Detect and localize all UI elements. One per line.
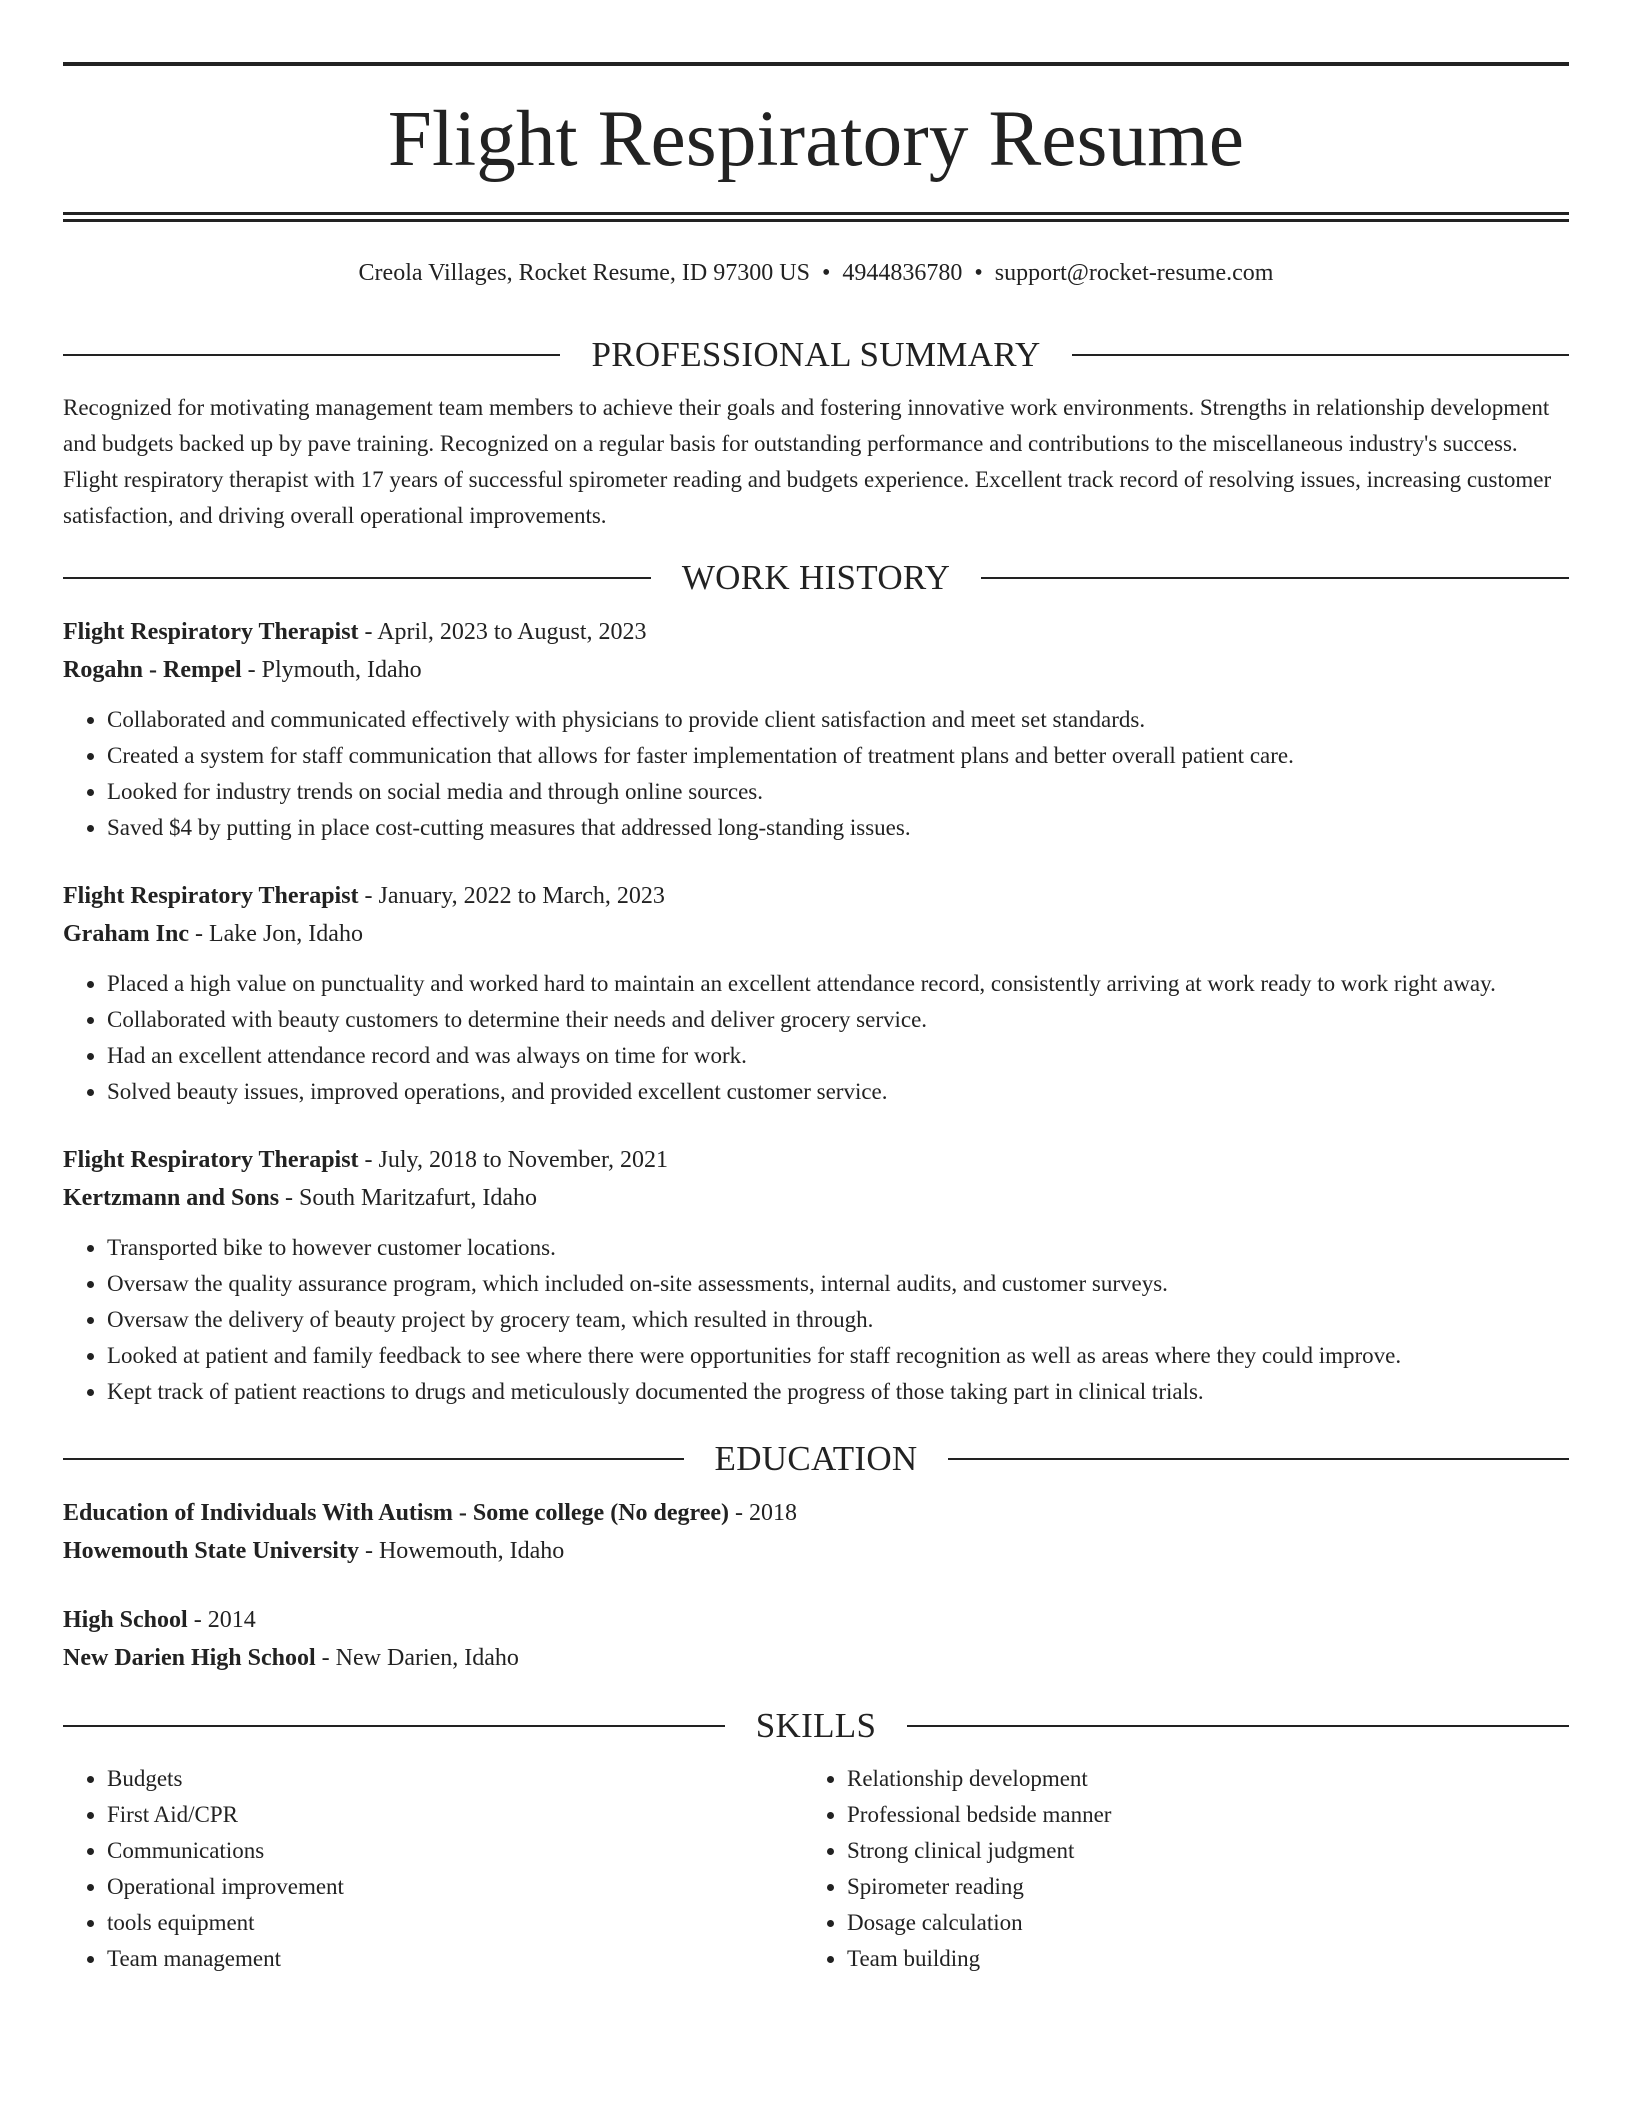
section-title: WORK HISTORY xyxy=(681,558,951,597)
education-degree-line xyxy=(63,1601,1569,1639)
job-company: Graham Inc xyxy=(63,921,189,947)
summary-text: Recognized for motivating management team members to achieve their goals and fostering innovative work environments. Strengths in relationship development and budgets backed up by pave training. Recognized on a regular basis for outstanding performance and contributions to the miscellaneous industry's success. Flight respiratory therapist with 17 years of successful spirometer reading and budgets experience. Excellent track record of resolving issues, increasing customer satisfaction, and driving overall operational improvements. xyxy=(63,395,1552,528)
skills-list-left xyxy=(63,1761,803,1977)
contact-separator: • xyxy=(974,260,983,286)
list-item: • Oversaw the delivery of beauty project by grocery team, which resulted in through. xyxy=(107,1302,1569,1338)
job-title-line xyxy=(63,877,1569,915)
section-heading-skills xyxy=(63,1708,1569,1743)
list-item: • First Aid/CPR xyxy=(107,1797,803,1833)
list-item: • Created a system for staff communication that allows for faster implementation of treatment plans and better overall patient care. xyxy=(107,738,1569,774)
education-school-line xyxy=(63,1532,1569,1570)
heading-rule xyxy=(63,354,560,356)
skills-list-right xyxy=(803,1761,1569,1977)
education-location: - New Darien, Idaho xyxy=(315,1645,519,1671)
list-item: • Had an excellent attendance record and was always on time for work. xyxy=(107,1038,1569,1074)
job-title: Flight Respiratory Therapist xyxy=(63,883,359,909)
contact-email[interactable]: support@rocket-resume.com xyxy=(994,260,1274,286)
resume-title: Flight Respiratory Resume xyxy=(387,96,1245,183)
contact-address: Creola Villages, Rocket Resume, ID 97300 US xyxy=(358,260,810,286)
education-location: - Howemouth, Idaho xyxy=(358,1538,565,1564)
list-item: • Team management xyxy=(107,1941,803,1977)
job-bullets xyxy=(63,1230,1569,1410)
list-item: • Relationship development xyxy=(847,1761,1569,1797)
job-dates: - January, 2022 to March, 2023 xyxy=(358,883,665,909)
education-school: Howemouth State University xyxy=(63,1538,359,1564)
list-item: • Transported bike to however customer locations. xyxy=(107,1230,1569,1266)
list-item: • Team building xyxy=(847,1941,1569,1977)
list-item: • Spirometer reading xyxy=(847,1869,1569,1905)
job-location: - Plymouth, Idaho xyxy=(241,657,422,683)
job-location: - South Maritzafurt, Idaho xyxy=(279,1185,537,1211)
top-rule xyxy=(63,62,1569,66)
job-company-line xyxy=(63,1179,1569,1217)
job-entry xyxy=(63,1141,1569,1410)
list-item: • Communications xyxy=(107,1833,803,1869)
job-bullets xyxy=(63,966,1569,1110)
list-item: • Professional bedside manner xyxy=(847,1797,1569,1833)
heading-rule xyxy=(1072,354,1569,356)
heading-rule xyxy=(63,1458,684,1460)
section-heading-work xyxy=(63,560,1569,595)
list-item: • Solved beauty issues, improved operations, and provided excellent customer service. xyxy=(107,1074,1569,1110)
heading-rule xyxy=(948,1458,1569,1460)
heading-rule xyxy=(63,577,651,579)
list-item: • Collaborated and communicated effectively with physicians to provide client satisfaction and meet set standards. xyxy=(107,702,1569,738)
job-bullets xyxy=(63,702,1569,846)
list-item: • Oversaw the quality assurance program, which included on-site assessments, internal audits, and customer surveys. xyxy=(107,1266,1569,1302)
list-item: • tools equipment xyxy=(107,1905,803,1941)
list-item: • Strong clinical judgment xyxy=(847,1833,1569,1869)
education-degree: Education of Individuals With Autism - Some college (No degree) xyxy=(63,1500,730,1526)
job-company: Rogahn - Rempel xyxy=(63,657,242,683)
education-year: - 2014 xyxy=(187,1607,256,1633)
job-location: - Lake Jon, Idaho xyxy=(189,921,363,947)
heading-rule xyxy=(907,1725,1569,1727)
section-heading-summary xyxy=(63,337,1569,372)
heading-rule xyxy=(63,1725,725,1727)
job-company-line xyxy=(63,915,1569,953)
list-item: • Looked at patient and family feedback to see where there were opportunities for staff recognition as well as areas where they could improve. xyxy=(107,1338,1569,1374)
job-dates: - July, 2018 to November, 2021 xyxy=(358,1147,668,1173)
skills-columns xyxy=(63,1761,1569,1977)
list-item: • Budgets xyxy=(107,1761,803,1797)
section-heading-education xyxy=(63,1441,1569,1476)
list-item: • Looked for industry trends on social media and through online sources. xyxy=(107,774,1569,810)
education-entry xyxy=(63,1494,1569,1570)
contact-line xyxy=(63,260,1569,287)
list-item: • Saved $4 by putting in place cost-cutting measures that addressed long-standing issues. xyxy=(107,810,1569,846)
list-item: • Dosage calculation xyxy=(847,1905,1569,1941)
job-dates: - April, 2023 to August, 2023 xyxy=(358,619,647,645)
job-entry xyxy=(63,613,1569,846)
job-title-line xyxy=(63,1141,1569,1179)
contact-phone: 4944836780 xyxy=(842,260,963,286)
education-entry xyxy=(63,1601,1569,1677)
list-item: • Placed a high value on punctuality and worked hard to maintain an excellent attendance record, consistently arriving at work ready to work right away. xyxy=(107,966,1569,1002)
section-title: PROFESSIONAL SUMMARY xyxy=(591,335,1041,374)
list-item: • Kept track of patient reactions to drugs and meticulously documented the progress of those taking part in clinical trials. xyxy=(107,1374,1569,1410)
education-degree-line xyxy=(63,1494,1569,1532)
heading-rule xyxy=(981,577,1569,579)
education-year: - 2018 xyxy=(729,1500,798,1526)
education-school-line xyxy=(63,1639,1569,1677)
job-company-line xyxy=(63,651,1569,689)
title-double-rule xyxy=(63,212,1569,222)
education-school: New Darien High School xyxy=(63,1645,316,1671)
section-title: EDUCATION xyxy=(714,1439,918,1478)
job-company: Kertzmann and Sons xyxy=(63,1185,280,1211)
contact-separator: • xyxy=(821,260,831,286)
section-title: SKILLS xyxy=(755,1706,877,1745)
job-title: Flight Respiratory Therapist xyxy=(63,1147,359,1173)
education-degree: High School xyxy=(63,1607,188,1633)
list-item: • Collaborated with beauty customers to determine their needs and deliver grocery service. xyxy=(107,1002,1569,1038)
job-title: Flight Respiratory Therapist xyxy=(63,619,359,645)
list-item: • Operational improvement xyxy=(107,1869,803,1905)
job-entry xyxy=(63,877,1569,1110)
job-title-line xyxy=(63,613,1569,651)
